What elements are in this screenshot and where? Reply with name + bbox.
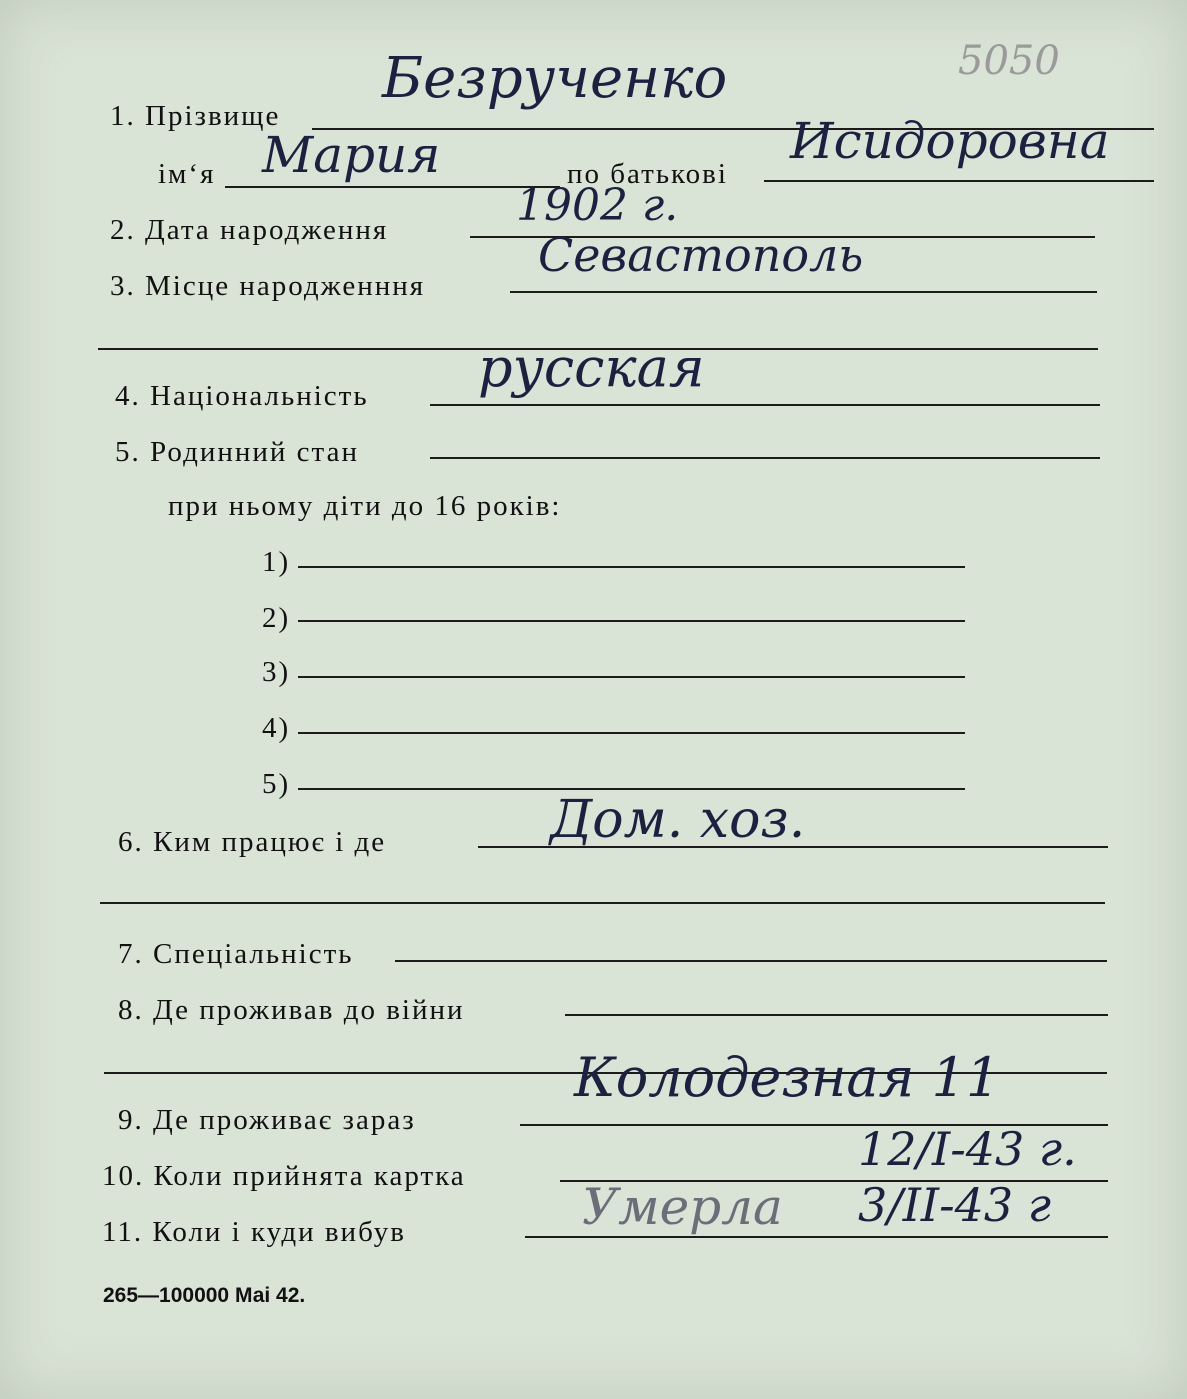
patronymic-value: Исидоровна (790, 112, 1110, 170)
prewar-residence-line (565, 1014, 1108, 1016)
card-accepted-label: 10. Коли прийнята картка (102, 1160, 466, 1192)
patronymic-label: по батькові (567, 158, 728, 190)
marital-status-label: 5. Родинний стан (115, 436, 359, 468)
child-line-1 (298, 566, 965, 568)
child-item-4: 4) (262, 712, 291, 744)
nationality-line (430, 404, 1100, 406)
specialty-label: 7. Спеціальність (118, 938, 354, 970)
birth-date-value: 1902 г. (516, 180, 679, 231)
surname-value: Безрученко (382, 46, 728, 111)
print-footer: 265—100000 Маі 42. (103, 1284, 306, 1307)
child-line-3 (298, 676, 965, 678)
child-item-5: 5) (262, 768, 291, 800)
nationality-label: 4. Національність (115, 380, 369, 412)
departed-value: Умерла (582, 1178, 783, 1236)
patronymic-line (764, 180, 1154, 182)
birth-date-label: 2. Дата народження (110, 214, 389, 246)
child-line-4 (298, 732, 965, 734)
birth-place-value: Севастополь (538, 228, 864, 282)
children-label: при ньому діти до 16 років: (168, 490, 562, 522)
name-line (225, 186, 560, 188)
child-item-2: 2) (262, 602, 291, 634)
nationality-value: русская (478, 336, 705, 399)
specialty-line (395, 960, 1107, 962)
name-label: ім‘я (158, 158, 216, 190)
extra-line-6 (100, 902, 1105, 904)
marital-status-line (430, 457, 1100, 459)
prewar-residence-label: 8. Де проживав до війни (118, 994, 465, 1026)
child-line-2 (298, 620, 965, 622)
archive-number: 5050 (958, 38, 1060, 84)
birth-place-label: 3. Місце народженння (110, 270, 426, 302)
departed-date-value: 3/II-43 г (858, 1178, 1052, 1232)
child-item-1: 1) (262, 546, 291, 578)
work-label: 6. Ким працює і де (118, 826, 387, 858)
current-residence-label: 9. Де проживає зараз (118, 1104, 416, 1136)
first-name-value: Мария (262, 126, 441, 184)
departure-line (525, 1236, 1108, 1238)
departure-label: 11. Коли і куди вибув (102, 1216, 406, 1248)
child-item-3: 3) (262, 656, 291, 688)
card-accepted-value: 12/I-43 г. (858, 1122, 1077, 1176)
current-address-value: Колодезная 11 (574, 1046, 1001, 1109)
surname-label: 1. Прізвище (110, 100, 281, 132)
work-value: Дом. хоз. (550, 790, 806, 850)
birth-place-line (510, 291, 1097, 293)
